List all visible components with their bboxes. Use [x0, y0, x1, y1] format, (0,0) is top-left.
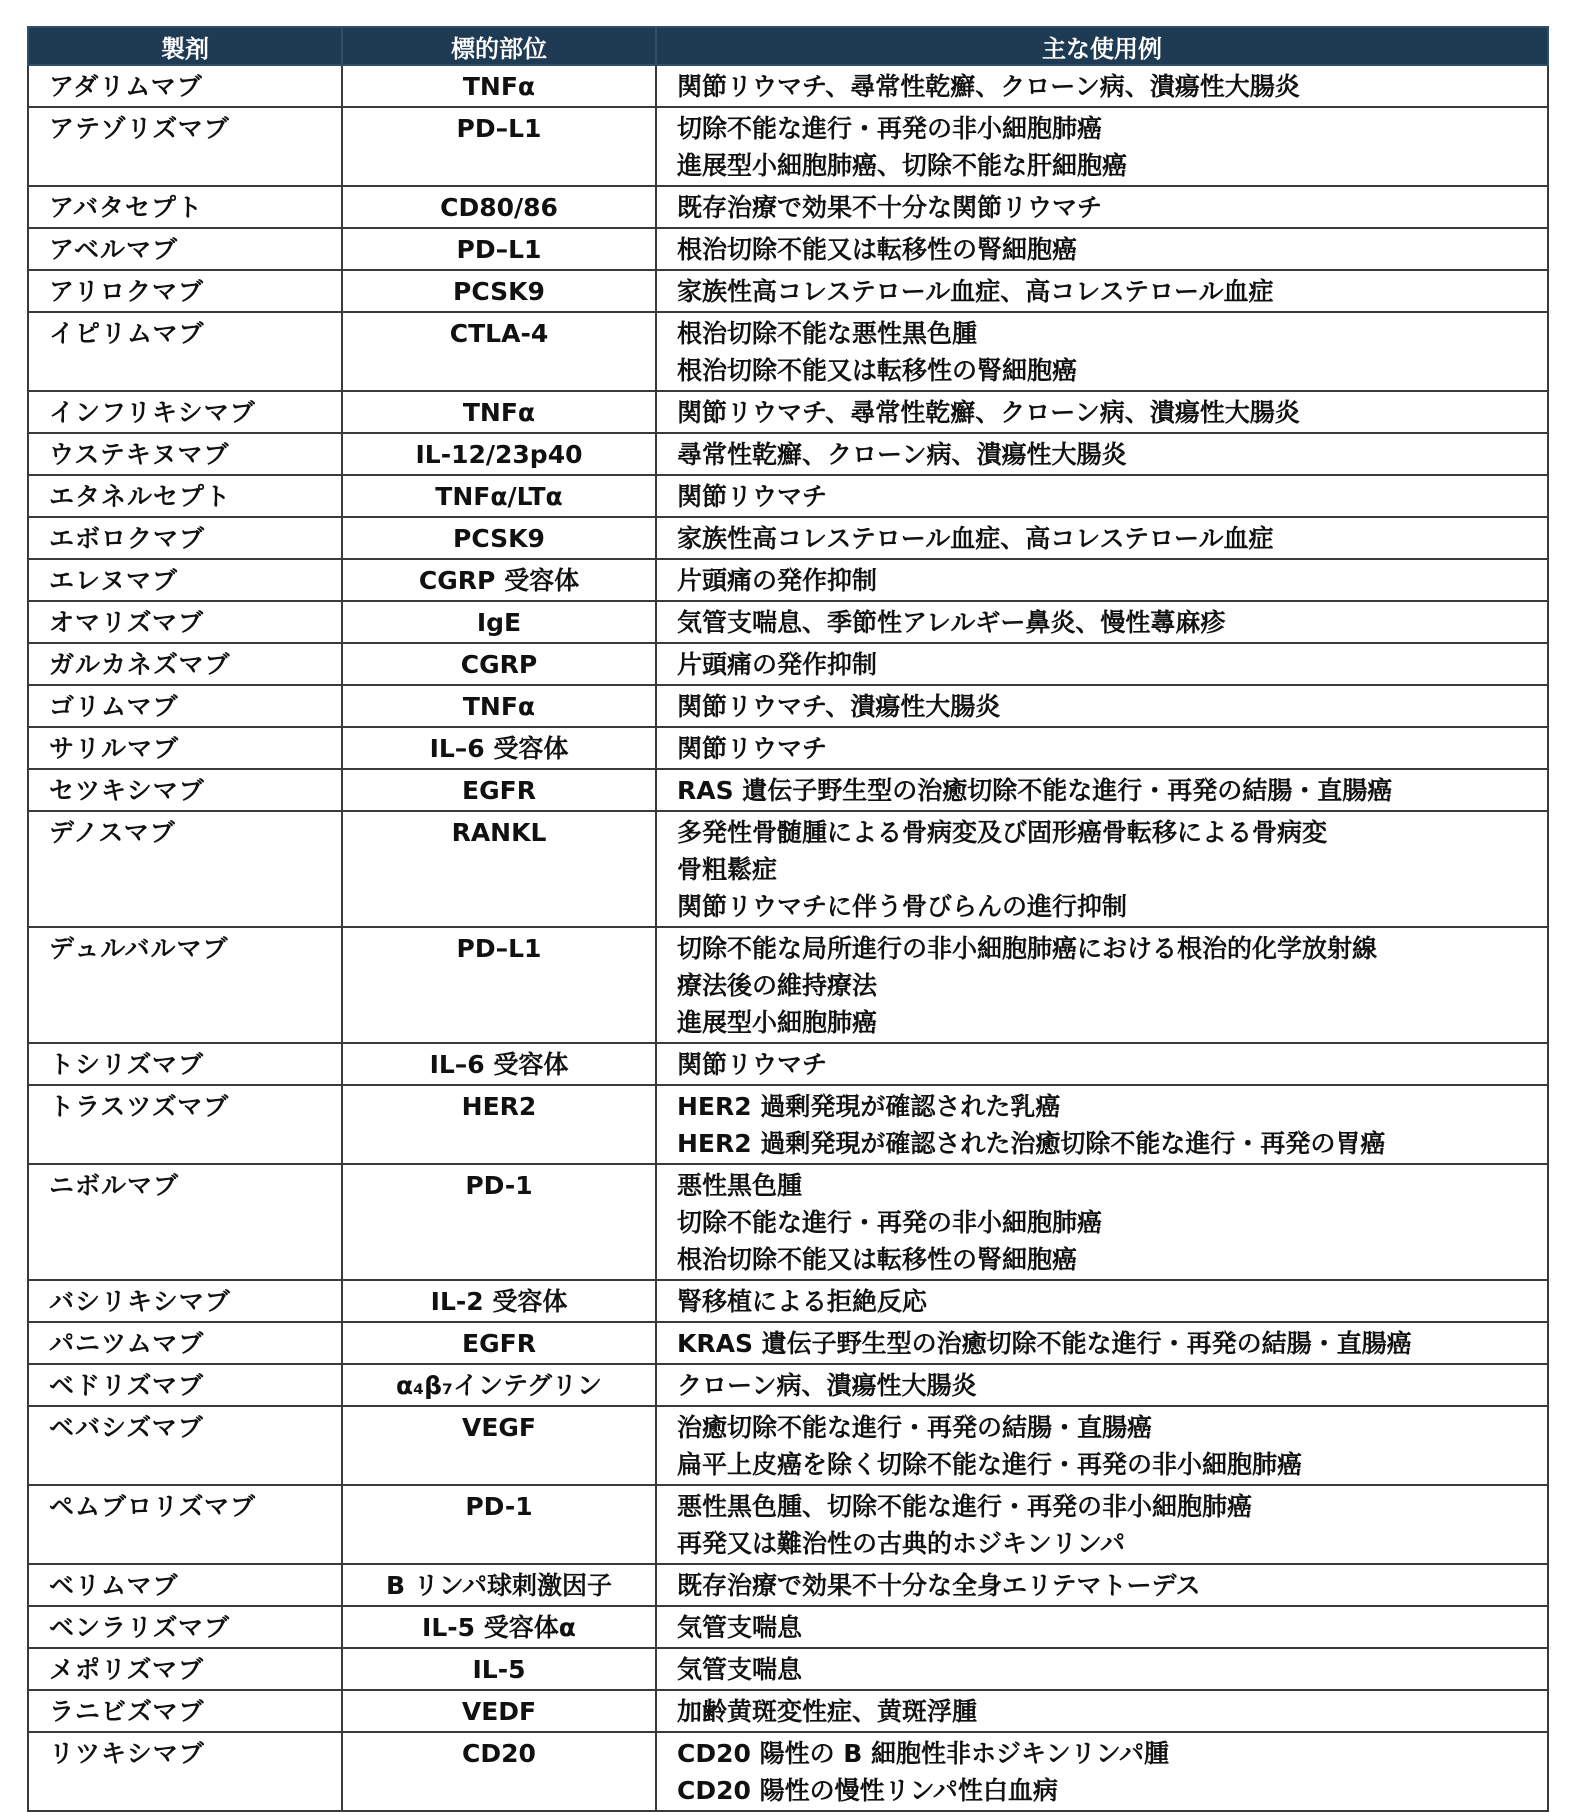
usage-line: 治癒切除不能な進行・再発の結腸・直腸癌 — [677, 1413, 1153, 1442]
antibody-drug-table — [27, 26, 1549, 1812]
usage-line: RAS 遺伝子野生型の治癒切除不能な進行・再発の結腸・直腸癌 — [677, 776, 1393, 805]
target-site-cell: IgE — [342, 601, 656, 643]
drug-name-cell: パニツムマブ — [28, 1322, 342, 1364]
usage-line: HER2 過剰発現が確認された乳癌 — [677, 1092, 1061, 1121]
table-row — [28, 107, 1548, 186]
usage-examples-cell — [656, 559, 1548, 601]
drug-name-cell: エタネルセプト — [28, 475, 342, 517]
drug-name-cell: アバタセプト — [28, 186, 342, 228]
table-row — [28, 433, 1548, 475]
drug-name-cell: イピリムマブ — [28, 312, 342, 391]
usage-line: CD20 陽性の慢性リンパ性白血病 — [677, 1776, 1058, 1805]
usage-line: 療法後の維持療法 — [677, 971, 878, 1000]
drug-name-cell: インフリキシマブ — [28, 391, 342, 433]
target-site-cell: CTLA-4 — [342, 312, 656, 391]
drug-name-cell: サリルマブ — [28, 727, 342, 769]
table-row — [28, 1406, 1548, 1485]
usage-line: 家族性高コレステロール血症、高コレステロール血症 — [677, 524, 1274, 553]
usage-examples-cell — [656, 769, 1548, 811]
target-site-cell: TNFα/LTα — [342, 475, 656, 517]
usage-line: 気管支喘息 — [677, 1613, 803, 1642]
table-row — [28, 727, 1548, 769]
usage-examples-cell — [656, 727, 1548, 769]
usage-examples-cell — [656, 1322, 1548, 1364]
drug-name-cell: アテゾリズマブ — [28, 107, 342, 186]
usage-line: 切除不能な進行・再発の非小細胞肺癌 — [677, 114, 1103, 143]
target-site-cell: IL–6 受容体 — [342, 727, 656, 769]
table-row — [28, 475, 1548, 517]
table-row — [28, 1085, 1548, 1164]
table-row — [28, 1164, 1548, 1280]
usage-line: 進展型小細胞肺癌、切除不能な肝細胞癌 — [677, 151, 1128, 180]
target-site-cell: IL-2 受容体 — [342, 1280, 656, 1322]
usage-examples-cell — [656, 1648, 1548, 1690]
target-site-cell: EGFR — [342, 1322, 656, 1364]
usage-examples-cell — [656, 1406, 1548, 1485]
usage-line: CD20 陽性の B 細胞性非ホジキンリンパ腫 — [677, 1739, 1170, 1768]
table-row — [28, 1690, 1548, 1732]
usage-line: 関節リウマチ — [677, 482, 828, 511]
table-row — [28, 601, 1548, 643]
drug-name-cell: ウステキヌマブ — [28, 433, 342, 475]
usage-line: 再発又は難治性の古典的ホジキンリンパ — [677, 1529, 1126, 1558]
table-row — [28, 1606, 1548, 1648]
header-target: 標的部位 — [342, 27, 656, 65]
drug-name-cell: ニボルマブ — [28, 1164, 342, 1280]
usage-line: 根治切除不能又は転移性の腎細胞癌 — [677, 235, 1078, 264]
usage-examples-cell — [656, 433, 1548, 475]
usage-examples-cell — [656, 391, 1548, 433]
usage-examples-cell — [656, 270, 1548, 312]
usage-examples-cell — [656, 312, 1548, 391]
drug-name-cell: メポリズマブ — [28, 1648, 342, 1690]
target-site-cell: PD–L1 — [342, 107, 656, 186]
target-site-cell: CGRP 受容体 — [342, 559, 656, 601]
usage-examples-cell — [656, 601, 1548, 643]
usage-examples-cell — [656, 517, 1548, 559]
usage-line: 関節リウマチ、尋常性乾癬、クローン病、潰瘍性大腸炎 — [677, 398, 1300, 427]
target-site-cell: TNFα — [342, 685, 656, 727]
usage-line: 既存治療で効果不十分な関節リウマチ — [677, 193, 1103, 222]
target-site-cell: EGFR — [342, 769, 656, 811]
target-site-cell: IL-5 — [342, 1648, 656, 1690]
table-row — [28, 769, 1548, 811]
usage-examples-cell — [656, 1690, 1548, 1732]
table-row — [28, 811, 1548, 927]
usage-line: 多発性骨髄腫による骨病変及び固形癌骨転移による骨病変 — [677, 818, 1328, 847]
target-site-cell: IL-5 受容体α — [342, 1606, 656, 1648]
usage-line: KRAS 遺伝子野生型の治癒切除不能な進行・再発の結腸・直腸癌 — [677, 1329, 1412, 1358]
usage-line: 関節リウマチに伴う骨びらんの進行抑制 — [677, 892, 1128, 921]
target-site-cell: PCSK9 — [342, 270, 656, 312]
target-site-cell: IL-12/23p40 — [342, 433, 656, 475]
usage-line: 骨粗鬆症 — [677, 855, 778, 884]
usage-examples-cell — [656, 1485, 1548, 1564]
usage-line: 根治切除不能な悪性黒色腫 — [677, 319, 978, 348]
usage-line: 関節リウマチ — [677, 1050, 828, 1079]
drug-name-cell: オマリズマブ — [28, 601, 342, 643]
target-site-cell: PD–L1 — [342, 228, 656, 270]
usage-line: HER2 過剰発現が確認された治癒切除不能な進行・再発の胃癌 — [677, 1129, 1386, 1158]
usage-examples-cell — [656, 1364, 1548, 1406]
drug-name-cell: ベドリズマブ — [28, 1364, 342, 1406]
table-row — [28, 270, 1548, 312]
usage-line: 腎移植による拒絶反応 — [677, 1287, 928, 1316]
table-row — [28, 312, 1548, 391]
table-row — [28, 643, 1548, 685]
usage-examples-cell — [656, 107, 1548, 186]
usage-examples-cell — [656, 811, 1548, 927]
drug-name-cell: バシリキシマブ — [28, 1280, 342, 1322]
usage-examples-cell — [656, 643, 1548, 685]
table-row — [28, 391, 1548, 433]
drug-name-cell: デノスマブ — [28, 811, 342, 927]
table-row — [28, 1564, 1548, 1606]
usage-examples-cell — [656, 65, 1548, 107]
target-site-cell: TNFα — [342, 65, 656, 107]
drug-name-cell: トラスツズマブ — [28, 1085, 342, 1164]
drug-name-cell: エレヌマブ — [28, 559, 342, 601]
usage-line: 片頭痛の発作抑制 — [677, 566, 878, 595]
usage-line: 悪性黒色腫 — [677, 1171, 803, 1200]
target-site-cell: RANKL — [342, 811, 656, 927]
usage-examples-cell — [656, 228, 1548, 270]
drug-name-cell: ベリムマブ — [28, 1564, 342, 1606]
table-row — [28, 1280, 1548, 1322]
usage-examples-cell — [656, 685, 1548, 727]
usage-examples-cell — [656, 1164, 1548, 1280]
drug-name-cell: セツキシマブ — [28, 769, 342, 811]
table-row — [28, 1322, 1548, 1364]
usage-line: 進展型小細胞肺癌 — [677, 1008, 878, 1037]
usage-examples-cell — [656, 1085, 1548, 1164]
target-site-cell: VEGF — [342, 1406, 656, 1485]
usage-line: 根治切除不能又は転移性の腎細胞癌 — [677, 356, 1078, 385]
usage-line: 悪性黒色腫、切除不能な進行・再発の非小細胞肺癌 — [677, 1492, 1253, 1521]
target-site-cell: VEDF — [342, 1690, 656, 1732]
header-drug: 製剤 — [28, 27, 342, 65]
usage-line: 関節リウマチ — [677, 734, 828, 763]
table-row — [28, 517, 1548, 559]
drug-name-cell: ゴリムマブ — [28, 685, 342, 727]
usage-line: 関節リウマチ、潰瘍性大腸炎 — [677, 692, 1001, 721]
drug-name-cell: アダリムマブ — [28, 65, 342, 107]
target-site-cell: PD–L1 — [342, 927, 656, 1043]
table-row — [28, 1648, 1548, 1690]
drug-name-cell: アベルマブ — [28, 228, 342, 270]
usage-line: 尋常性乾癬、クローン病、潰瘍性大腸炎 — [677, 440, 1127, 469]
usage-examples-cell — [656, 1606, 1548, 1648]
drug-name-cell: アリロクマブ — [28, 270, 342, 312]
table-row — [28, 927, 1548, 1043]
usage-line: 気管支喘息、季節性アレルギー鼻炎、慢性蕁麻疹 — [677, 608, 1226, 637]
usage-examples-cell — [656, 1280, 1548, 1322]
drug-name-cell: トシリズマブ — [28, 1043, 342, 1085]
table-row — [28, 1485, 1548, 1564]
usage-line: 家族性高コレステロール血症、高コレステロール血症 — [677, 277, 1274, 306]
table-row — [28, 1364, 1548, 1406]
usage-line: 関節リウマチ、尋常性乾癬、クローン病、潰瘍性大腸炎 — [677, 72, 1300, 101]
target-site-cell: PD-1 — [342, 1164, 656, 1280]
usage-line: 片頭痛の発作抑制 — [677, 650, 878, 679]
usage-line: 切除不能な局所進行の非小細胞肺癌における根治的化学放射線 — [677, 934, 1378, 963]
usage-examples-cell — [656, 1564, 1548, 1606]
drug-name-cell: エボロクマブ — [28, 517, 342, 559]
usage-examples-cell — [656, 927, 1548, 1043]
drug-name-cell: デュルバルマブ — [28, 927, 342, 1043]
target-site-cell: PCSK9 — [342, 517, 656, 559]
table-row — [28, 65, 1548, 107]
usage-line: 扁平上皮癌を除く切除不能な進行・再発の非小細胞肺癌 — [677, 1450, 1303, 1479]
drug-name-cell: ペムブロリズマブ — [28, 1485, 342, 1564]
target-site-cell: IL–6 受容体 — [342, 1043, 656, 1085]
usage-examples-cell — [656, 1043, 1548, 1085]
table-header-row — [28, 27, 1548, 65]
usage-examples-cell — [656, 186, 1548, 228]
target-site-cell: TNFα — [342, 391, 656, 433]
drug-name-cell: ベンラリズマブ — [28, 1606, 342, 1648]
table-row — [28, 1732, 1548, 1811]
drug-name-cell: ガルカネズマブ — [28, 643, 342, 685]
target-site-cell: B リンパ球刺激因子 — [342, 1564, 656, 1606]
usage-examples-cell — [656, 1732, 1548, 1811]
usage-line: 根治切除不能又は転移性の腎細胞癌 — [677, 1245, 1078, 1274]
table-row — [28, 685, 1548, 727]
target-site-cell: HER2 — [342, 1085, 656, 1164]
drug-name-cell: リツキシマブ — [28, 1732, 342, 1811]
drug-name-cell: ベバシズマブ — [28, 1406, 342, 1485]
table-row — [28, 559, 1548, 601]
usage-line: 加齢黄斑変性症、黄斑浮腫 — [677, 1697, 978, 1726]
target-site-cell: α₄β₇インテグリン — [342, 1364, 656, 1406]
header-uses: 主な使用例 — [656, 27, 1548, 65]
usage-line: クローン病、潰瘍性大腸炎 — [677, 1371, 977, 1400]
usage-line: 既存治療で効果不十分な全身エリテマトーデス — [677, 1571, 1201, 1600]
target-site-cell: CD20 — [342, 1732, 656, 1811]
target-site-cell: PD-1 — [342, 1485, 656, 1564]
table-row — [28, 186, 1548, 228]
table-row — [28, 1043, 1548, 1085]
table-body — [28, 65, 1548, 1811]
usage-line: 気管支喘息 — [677, 1655, 803, 1684]
usage-line: 切除不能な進行・再発の非小細胞肺癌 — [677, 1208, 1103, 1237]
target-site-cell: CD80/86 — [342, 186, 656, 228]
target-site-cell: CGRP — [342, 643, 656, 685]
table-row — [28, 228, 1548, 270]
drug-name-cell: ラニビズマブ — [28, 1690, 342, 1732]
usage-examples-cell — [656, 475, 1548, 517]
